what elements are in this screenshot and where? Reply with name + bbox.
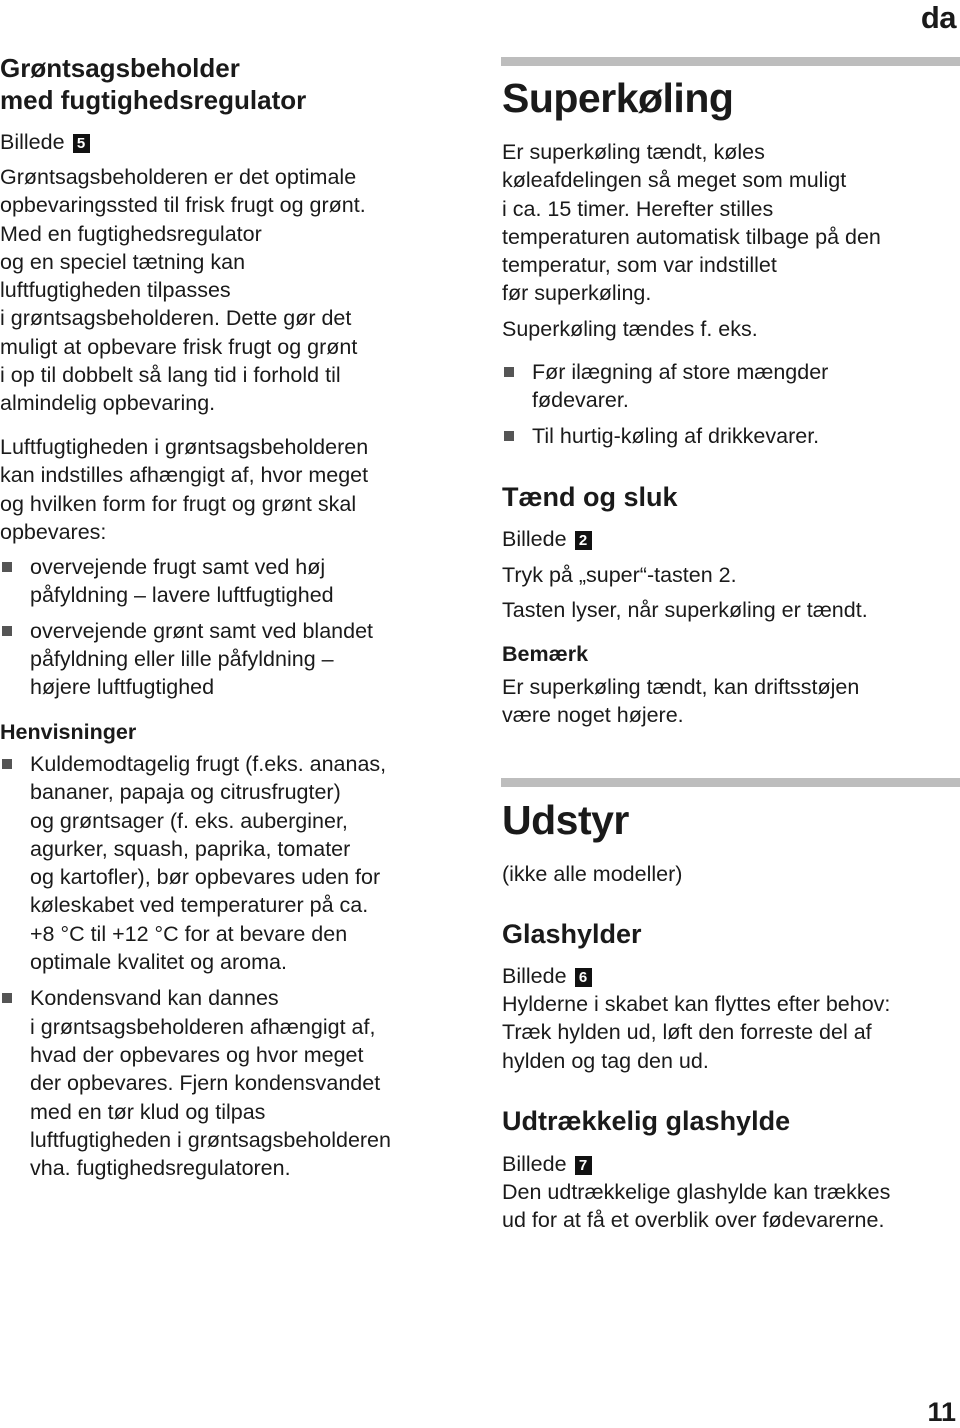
section-rule-top: [501, 57, 960, 66]
pullout-shelf-paragraph: [502, 1178, 960, 1235]
figure-number-badge: 5: [73, 134, 90, 153]
figure-label: Billede: [502, 964, 567, 988]
bullet-square-icon: [2, 626, 12, 636]
figure-label: Billede: [0, 130, 65, 154]
supercooling-bullet-list: [502, 358, 960, 450]
text-line: Den udtrækkelige glashylde kan trækkes: [502, 1180, 891, 1204]
text-line: opbevares:: [0, 519, 107, 544]
figure-label: Billede: [502, 1152, 567, 1176]
paragraph-supercooling: [502, 138, 960, 308]
title-line-1: Grøntsagsbeholder: [0, 53, 240, 83]
page-number: 11: [927, 1397, 956, 1427]
text-line: i op til dobbelt så lang tid i forhold til: [0, 363, 341, 388]
text-line: opbevaringssted til frisk frugt og grønt.: [0, 193, 366, 218]
bullet-square-icon: [504, 367, 514, 377]
humidity-bullet-list: [0, 553, 470, 701]
figure-number-badge: 7: [575, 1156, 592, 1175]
list-item: overvejende grønt samt ved blandet påfyldning eller lille påfyldning – højere luftfugtighed: [0, 617, 470, 702]
text-line: ud for at få et overblik over fødevarerne.: [502, 1208, 885, 1233]
note-paragraph: [502, 673, 960, 730]
section-title-glass-shelves: Glashylder: [502, 919, 642, 949]
bullet-square-icon: [504, 431, 514, 441]
supercooling-when-text: Superkøling tændes f. eks.: [502, 317, 758, 341]
bullet-square-icon: [2, 562, 12, 572]
text-line: være noget højere.: [502, 703, 684, 728]
text-line: Træk hylden ud, løft den forreste del af: [502, 1020, 872, 1045]
text-line: almindelig opbevaring.: [0, 391, 216, 416]
section-title-on-off: Tænd og sluk: [502, 482, 678, 512]
text-line: i ca. 15 timer. Herefter stilles: [502, 196, 774, 221]
text-line: luftfugtigheden tilpasses: [0, 278, 231, 303]
text-line: og en speciel tætning kan: [0, 249, 246, 274]
text-line: Tryk på „super“-tasten 2.: [502, 563, 737, 587]
bullet-square-icon: [2, 993, 12, 1003]
text-line: Med en fugtighedsregulator: [0, 221, 262, 246]
language-tag: da: [920, 0, 956, 35]
text-line: Grøntsagsbeholderen er det optimale: [0, 165, 357, 189]
section-title-supercooling: Superkøling: [502, 75, 734, 121]
figure-number-badge: 2: [575, 531, 592, 550]
text-line: Er superkøling tændt, køles: [502, 140, 765, 164]
bullet-square-icon: [2, 759, 12, 769]
notes-heading: Henvisninger: [0, 720, 137, 744]
text-line: køleafdelingen så meget som muligt: [502, 168, 847, 193]
text-line: temperaturen automatisk tilbage på den: [502, 224, 881, 249]
list-item: Kuldemodtagelig frugt (f.eks. ananas, bananer, papaja og citrusfrugter) og grøntsager (f. eks. auberginer, agurker, squash, paprika, tomater og kartofler), bør opbevares uden for køleskabet ved temperaturer på ca. +8 °C til +12 °C for at bevare den optimale kvalitet og aroma.: [0, 750, 470, 976]
paragraph-intro: [0, 163, 470, 418]
text-line: i grøntsagsbeholderen. Dette gør det: [0, 306, 352, 331]
text-line: kan indstilles afhængigt af, hvor meget: [0, 463, 369, 488]
glass-shelves-paragraph: [502, 990, 960, 1075]
title-line-2: med fugtighedsregulator: [0, 85, 307, 115]
figure-label: Billede: [502, 527, 567, 551]
text-line: Tasten lyser, når superkøling er tændt.: [502, 598, 868, 622]
text-line: Luftfugtigheden i grøntsagsbeholderen: [0, 435, 369, 459]
note-heading: Bemærk: [502, 642, 589, 666]
figure-reference: [502, 525, 592, 553]
list-item: overvejende frugt samt ved høj påfyldning – lavere luftfugtighed: [0, 553, 470, 610]
text-line: temperatur, som var indstillet: [502, 253, 777, 278]
text-line: muligt at opbevare frisk frugt og grønt: [0, 334, 358, 359]
text-line: før superkøling.: [502, 281, 652, 306]
figure-reference: [0, 128, 90, 156]
section-title-equipment: Udstyr: [502, 797, 629, 843]
text-line: hylden og tag den ud.: [502, 1048, 709, 1073]
paragraph-humidity: [0, 433, 470, 546]
text-line: Er superkøling tændt, kan driftsstøjen: [502, 675, 860, 699]
list-item: Før ilægning af store mængder fødevarer.: [502, 358, 960, 415]
section-rule-middle: [501, 778, 960, 787]
list-item: Til hurtig-køling af drikkevarer.: [502, 422, 960, 450]
notes-bullet-list: [0, 750, 470, 1182]
figure-reference: [502, 962, 592, 990]
section-title-pullout-shelf: Udtrækkelig glashylde: [502, 1106, 791, 1136]
list-item: Kondensvand kan dannes i grøntsagsbeholderen afhængigt af, hvad der opbevares og hvor meget der opbevares. Fjern kondensvandet med en tør klud og tilpas luftfugtigheden i grøntsagsbeholderen vha. fugtighedsregulatoren.: [0, 984, 470, 1182]
text-line: Hylderne i skabet kan flyttes efter behov:: [502, 992, 891, 1016]
section-title-vegetable-drawer: [0, 52, 470, 116]
text-line: og hvilken form for frugt og grønt skal: [0, 491, 357, 516]
equipment-subtitle: (ikke alle modeller): [502, 862, 683, 886]
figure-number-badge: 6: [575, 968, 592, 987]
figure-reference: [502, 1150, 592, 1178]
